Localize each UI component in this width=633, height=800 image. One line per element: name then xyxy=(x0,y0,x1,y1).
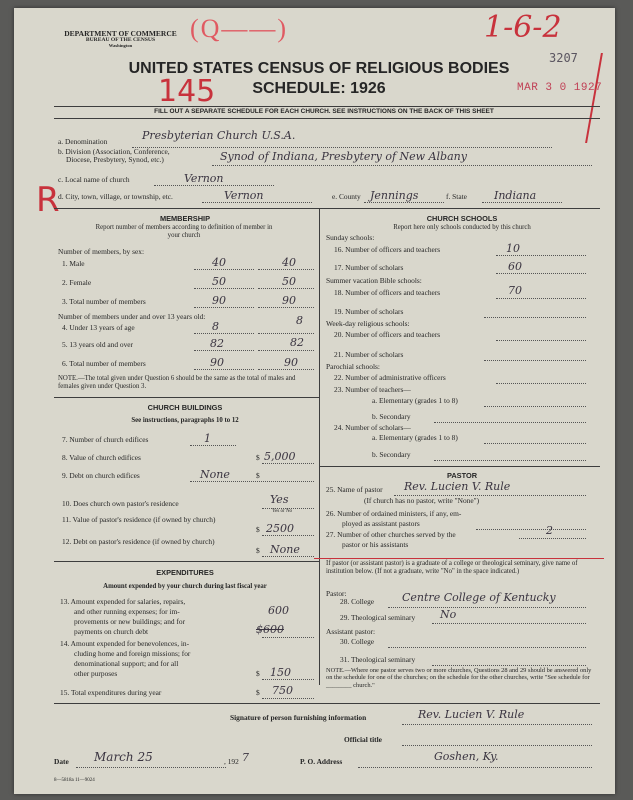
q28-value: Centre College of Kentucky xyxy=(402,591,556,604)
form-title: UNITED STATES CENSUS OF RELIGIOUS BODIES xyxy=(128,60,510,77)
total-members-value-a: 90 xyxy=(212,294,226,307)
total-by-age-line-b xyxy=(258,369,314,370)
over-13-value-a: 82 xyxy=(210,337,224,350)
city-line xyxy=(202,202,312,203)
item14-dollar: $ xyxy=(256,669,260,678)
item14-value: 150 xyxy=(270,666,291,679)
residence-debt-line xyxy=(262,556,314,557)
red-r-mark: R xyxy=(36,180,60,220)
pastor-subhead: Pastor: xyxy=(326,589,347,598)
male-line-a xyxy=(194,269,254,270)
signature-line xyxy=(402,724,592,725)
division-value: Synod of Indiana, Presbytery of New Albany xyxy=(220,150,467,163)
edifices-debt-value: None xyxy=(200,468,230,481)
over-13-value-b: 82 xyxy=(290,336,304,349)
female-line-b xyxy=(258,288,314,289)
city-name: Washington xyxy=(108,42,133,48)
sunday-schools-label: Sunday schools: xyxy=(326,233,375,242)
total-members-line-b xyxy=(258,307,314,308)
q30-line xyxy=(388,647,586,648)
q31-label: 31. Theological seminary xyxy=(340,655,416,664)
q21-line xyxy=(484,360,586,361)
item14-line3: denominational support; and for all xyxy=(74,659,179,668)
red-classification-code: 1-6-2 xyxy=(484,10,562,45)
q16-value: 10 xyxy=(506,242,520,255)
q23b-line xyxy=(434,422,586,423)
file-number: 3207 xyxy=(549,51,578,65)
q23a-line xyxy=(484,406,586,407)
q23-label: 23. Number of teachers— xyxy=(334,385,411,394)
q29-line xyxy=(432,623,586,624)
item13-struck-value: $600 xyxy=(256,623,284,636)
under-13-value-b: 8 xyxy=(296,314,303,327)
item15-line xyxy=(262,698,314,699)
q23a-label: a. Elementary (grades 1 to 8) xyxy=(372,396,458,405)
q28-label: 28. College xyxy=(340,597,375,606)
item13-line1: 13. Amount expended for salaries, repairs, xyxy=(60,597,186,606)
q27-label: 27. Number of other churches served by the xyxy=(326,530,456,539)
weekday-schools-label: Week-day religious schools: xyxy=(326,319,410,328)
schedule-title: SCHEDULE: 1926 xyxy=(252,80,386,97)
residence-debt-label: 12. Debt on pastor's residence (if owned by church) xyxy=(62,537,215,546)
county-line xyxy=(364,202,444,203)
over-13-line-b xyxy=(258,350,314,351)
bureau-name: BUREAU OF THE CENSUS xyxy=(85,36,156,43)
q20-line xyxy=(496,340,586,341)
q28-line xyxy=(388,607,586,608)
q24b-label: b. Secondary xyxy=(372,450,411,459)
q26-label-line2: ployed as assistant pastors xyxy=(342,519,420,528)
total-members-line-a xyxy=(194,307,254,308)
residence-value-dollar: $ xyxy=(256,525,260,534)
female-line-a xyxy=(194,288,254,289)
under-13-label: 4. Under 13 years of age xyxy=(62,323,135,332)
residence-value-label: 11. Value of pastor's residence (if owned by church) xyxy=(62,515,216,524)
q18-line xyxy=(496,298,586,299)
owns-residence-label: 10. Does church own pastor's residence xyxy=(62,499,179,508)
red-divider-mark xyxy=(314,558,604,559)
total-by-age-value-a: 90 xyxy=(210,356,224,369)
division-line xyxy=(212,165,592,166)
under-13-value-a: 8 xyxy=(212,320,219,333)
local-name-line xyxy=(154,185,274,186)
pastor-note: NOTE.—Where one pastor serves two or more churches, Questions 28 and 29 should be answered only on the schedule for one of the churches; on the schedule for the other churches, write "See schedule for ________ church." xyxy=(326,667,592,689)
item13-line3: provements or new buildings; and for xyxy=(74,617,186,626)
residence-debt-dollar: $ xyxy=(256,546,260,555)
edifices-debt-line xyxy=(190,481,314,482)
female-value-a: 50 xyxy=(212,275,226,288)
q21-label: 21. Number of scholars xyxy=(334,350,404,359)
q24a-line xyxy=(484,443,586,444)
residence-debt-value: None xyxy=(270,543,300,556)
edifices-value-line xyxy=(262,463,314,464)
schools-heading: CHURCH SCHOOLS xyxy=(426,214,498,223)
denomination-value: Presbyterian Church U.S.A. xyxy=(142,129,296,142)
assistant-subhead: Assistant pastor: xyxy=(326,627,376,636)
item14-line xyxy=(262,679,314,680)
membership-heading: MEMBERSHIP xyxy=(159,214,211,223)
official-title-label: Official title xyxy=(344,735,382,744)
q23b-label: b. Secondary xyxy=(372,412,411,421)
instructions-line: FILL OUT A SEPARATE SCHEDULE FOR EACH CHURCH. SEE INSTRUCTIONS ON THE BACK OF THIS SHEET xyxy=(154,108,494,115)
buildings-heading: CHURCH BUILDINGS xyxy=(147,403,223,412)
q16-line xyxy=(496,255,586,256)
q25-value: Rev. Lucien V. Rule xyxy=(404,480,511,493)
instructions-rule xyxy=(54,118,600,119)
item15-dollar: $ xyxy=(256,688,260,697)
q19-line xyxy=(484,317,586,318)
q27-value: 2 xyxy=(546,524,553,537)
over-13-line-a xyxy=(194,350,254,351)
female-value-b: 50 xyxy=(282,275,296,288)
q24-label: 24. Number of scholars— xyxy=(334,423,411,432)
item14-line4: other purposes xyxy=(74,669,118,678)
red-check-mark xyxy=(571,53,603,143)
county-label: e. County xyxy=(332,192,361,201)
local-name-label: c. Local name of church xyxy=(58,175,130,184)
census-schedule-form xyxy=(14,8,615,794)
edifices-debt-label: 9. Debt on church edifices xyxy=(62,471,140,480)
total-by-age-label: 6. Total number of members xyxy=(62,359,146,368)
struck-mark: (Q——) xyxy=(190,14,289,43)
item13-value: 600 xyxy=(268,604,289,617)
membership-note: NOTE.—The total given under Question 6 should be the same as the total of males and females given under Question 3. xyxy=(58,375,296,390)
handwritten-number: 145 xyxy=(158,74,216,109)
local-name-value: Vernon xyxy=(184,172,224,185)
q19-label: 19. Number of scholars xyxy=(334,307,404,316)
item13-line2: and other running expenses; for im- xyxy=(74,607,180,616)
q25-hint: (If church has no pastor, write "None") xyxy=(364,496,480,505)
buildings-top-rule xyxy=(54,397,319,398)
q27-label-line2: pastor or his assistants xyxy=(342,540,409,549)
female-label: 2. Female xyxy=(62,278,92,287)
division-label: b. Division (Association, Conference, xyxy=(58,147,170,156)
county-value: Jennings xyxy=(370,189,419,202)
male-value-b: 40 xyxy=(282,256,296,269)
q25-label: 25. Name of pastor xyxy=(326,485,383,494)
q20-label: 20. Number of officers and teachers xyxy=(334,330,441,339)
footer-top-rule xyxy=(54,703,600,704)
item13-line xyxy=(262,637,314,638)
po-address-line xyxy=(358,767,592,768)
summer-schools-label: Summer vacation Bible schools: xyxy=(326,276,422,285)
edifices-count-label: 7. Number of church edifices xyxy=(62,435,149,444)
under-13-line-a xyxy=(194,333,254,334)
pastor-heading: PASTOR xyxy=(446,471,478,480)
signature-label: Signature of person furnishing information xyxy=(230,713,367,722)
male-value-a: 40 xyxy=(212,256,226,269)
under-13-line-b xyxy=(258,333,314,334)
schools-sub: Report here only schools conducted by this church xyxy=(393,224,531,231)
q29-label: 29. Theological seminary xyxy=(340,613,416,622)
expenditures-sub: Amount expended by your church during last fiscal year xyxy=(103,583,267,590)
state-label: f. State xyxy=(446,192,467,201)
owns-residence-value: Yes xyxy=(270,493,289,506)
q22-label: 22. Number of administrative officers xyxy=(334,373,446,382)
male-line-b xyxy=(258,269,314,270)
edifices-dollar-sign: $ xyxy=(256,453,260,462)
q22-line xyxy=(496,383,586,384)
q18-value: 70 xyxy=(508,284,522,297)
q24a-label: a. Elementary (grades 1 to 8) xyxy=(372,433,458,442)
total-members-value-b: 90 xyxy=(282,294,296,307)
date-label: Date xyxy=(54,757,69,766)
form-number: 8—5818a 11—9024 xyxy=(54,778,95,783)
q31-line xyxy=(432,665,586,666)
item14-line2: cluding home and foreign missions; for xyxy=(74,649,191,658)
signature-value: Rev. Lucien V. Rule xyxy=(418,708,525,721)
item15-value: 750 xyxy=(272,684,293,697)
denomination-label: a. Denomination xyxy=(58,137,108,146)
state-value: Indiana xyxy=(494,189,537,202)
q24b-line xyxy=(434,460,586,461)
date-value: March 25 xyxy=(94,750,153,764)
q29-value: No xyxy=(440,608,457,621)
total-by-age-line-a xyxy=(194,369,254,370)
date-year-value: 7 xyxy=(242,751,249,764)
header-rule xyxy=(54,106,600,107)
department-name: DEPARTMENT OF COMMERCE xyxy=(64,29,177,38)
male-label: 1. Male xyxy=(62,259,85,268)
expenditures-top-rule xyxy=(54,561,319,562)
q26-label: 26. Number of ordained ministers, if any, em- xyxy=(326,509,462,518)
edifices-value-value: 5,000 xyxy=(264,450,296,463)
members-by-sex-label: Number of members, by sex: xyxy=(58,247,144,256)
city-value: Vernon xyxy=(224,189,264,202)
expenditures-heading: EXPENDITURES xyxy=(156,568,214,577)
q26-line xyxy=(476,529,586,530)
city-label: d. City, town, village, or township, etc. xyxy=(58,192,173,201)
over-13-label: 5. 13 years old and over xyxy=(62,340,134,349)
q17-line xyxy=(496,273,586,274)
item14-line1: 14. Amount expended for benevolences, in- xyxy=(60,639,190,648)
membership-note-heading: Report number of members according to definition of member in your church xyxy=(95,224,273,240)
members-by-age-label: Number of members under and over 13 years old: xyxy=(58,312,206,321)
q30-label: 30. College xyxy=(340,637,375,646)
graduate-info: If pastor (or assistant pastor) is a graduate of a college or theological seminary, give name of institution below. (If not a graduate, write "No" in the space indicated.) xyxy=(326,560,578,575)
column-divider xyxy=(319,208,320,685)
edifices-debt-dollar: $ xyxy=(256,471,260,480)
q18-label: 18. Number of officers and teachers xyxy=(334,288,441,297)
edifices-count-line xyxy=(190,445,236,446)
division-label-line2: Diocese, Presbytery, Synod, etc.) xyxy=(66,155,164,164)
q16-label: 16. Number of officers and teachers xyxy=(334,245,441,254)
q27-line xyxy=(519,538,586,539)
state-line xyxy=(482,202,562,203)
edifices-value-label: 8. Value of church edifices xyxy=(62,453,141,462)
parochial-schools-label: Parochial schools: xyxy=(326,362,380,371)
total-by-age-value-b: 90 xyxy=(284,356,298,369)
edifices-count-value: 1 xyxy=(204,432,211,445)
residence-value-value: 2500 xyxy=(266,522,294,535)
date-year-prefix: , 192 xyxy=(224,757,239,766)
q17-value: 60 xyxy=(508,260,522,273)
department-header xyxy=(58,30,183,49)
pastor-top-rule xyxy=(319,466,600,467)
official-title-line xyxy=(402,745,592,746)
received-date-stamp: MAR 3 0 1927 xyxy=(517,82,603,94)
item15-label: 15. Total expenditures during year xyxy=(60,688,162,697)
section-top-rule xyxy=(54,208,600,209)
total-members-label: 3. Total number of members xyxy=(62,297,146,306)
denomination-line xyxy=(132,147,552,148)
q17-label: 17. Number of scholars xyxy=(334,263,404,272)
date-line xyxy=(76,767,226,768)
item13-line4: payments on church debt xyxy=(74,627,149,636)
po-address-label: P. O. Address xyxy=(300,757,343,766)
po-address-value: Goshen, Ky. xyxy=(434,750,499,763)
buildings-instructions: See instructions, paragraphs 10 to 12 xyxy=(131,417,239,424)
yes-no-hint: Yes or No xyxy=(272,509,293,514)
residence-value-line xyxy=(262,535,314,536)
